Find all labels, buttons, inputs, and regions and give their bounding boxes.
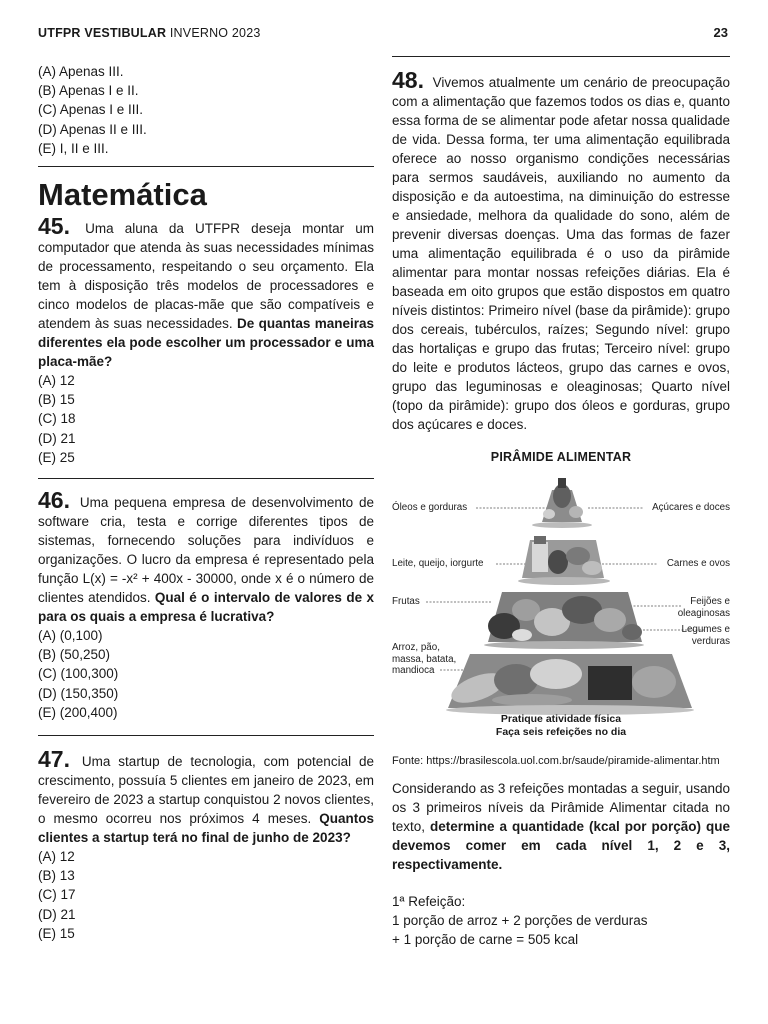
option: (C) Apenas I e III. — [38, 102, 144, 118]
question-text: Uma startup de tecnologia, com potencial de crescimento, possuía 5 clientes em janeiro de 2023, em fevereiro de 2023 a startup conquistou 2 novos clientes, o mesmo ocorreu nos próximos 4 meses. — [38, 754, 374, 827]
option: (B) (50,250) — [38, 647, 111, 663]
option: (B) 15 — [38, 392, 75, 408]
question-48 — [392, 67, 730, 950]
label-arroz: Arroz, pão, massa, batata, mandioca — [392, 642, 457, 676]
divider — [38, 478, 374, 479]
food-pyramid-figure — [392, 470, 730, 738]
label-leite: Leite, queijo, iorgurte — [392, 558, 484, 569]
left-column — [38, 60, 374, 943]
header-rest: INVERNO 2023 — [166, 26, 261, 40]
label-feijoes: Feijões e oleaginosas — [677, 596, 730, 619]
page-number: 23 — [713, 25, 728, 40]
divider — [392, 56, 730, 57]
question-prompt: Qual é o intervalo de valores de x para os quais a empresa é lucrativa? — [38, 590, 374, 625]
option: (A) (0,100) — [38, 628, 103, 644]
option: (A) 12 — [38, 849, 75, 865]
question-text: Considerando as 3 refeições montadas a seguir, usando os 3 primeiros níveis da Pirâmide Alimentar citada no texto, — [392, 781, 730, 834]
option: (D) 21 — [38, 430, 76, 446]
divider — [38, 166, 374, 167]
header-bold: UTFPR VESTIBULAR — [38, 26, 167, 40]
question-text: Vivemos atualmente um cenário de preocupação com a alimentação que fazemos todos os dias e, quanto essa forma de se alimentar pode afetar nossa qualidade de vida. Dessa forma, ter uma alimentação equilibrada oferece ao nosso organismo condições necessárias para sermos saudáveis, auxiliando no aumento da disposição e da autoestima, na diminuição do estresse e ansiedade, melhora da qualidade do sono, além de prevenir diversas doenças. Uma das formas de fazer uma alimentação equilibrada é o uso da pirâmide alimentar para montar nossas refeições diárias. Ela é baseada em oito grupos que estão dispostos em quatro níveis distintos: Primeiro nível (base da pirâmide): grupo dos cereais, tubérculos, raízes; Segundo nível: grupo das hortaliças e grupo das frutas; Terceiro nível: grupo do leite e produtos lácteos, grupo das carnes e ovos, grupo das leguminosas e oleaginosas; Quarto nível (topo da pirâmide): grupo dos óleos e gorduras, grupo dos açúcares e doces. — [392, 75, 730, 432]
question-prompt: Quantos clientes a startup terá no final de junho de 2023? — [38, 811, 374, 846]
question-text: Uma pequena empresa de desenvolvimento de software cria, testa e corrige diferentes tipos de sistemas, fornecendo soluções para indivíduos e organizações. O lucro da empresa é representado pela função L(x) = -x² + 400x - 30000, onde x é o número de clientes atendidos. — [38, 495, 374, 606]
option: (A) 12 — [38, 373, 75, 389]
meal-line: 1 porção de arroz + 2 porções de verduras — [392, 913, 648, 929]
label-legumes: Legumes e verduras — [681, 624, 730, 647]
question-prompt: De quantas maneiras diferentes ela pode escolher um processador e uma placa-mãe? — [38, 316, 374, 370]
question-47 — [38, 746, 374, 943]
option: (E) (200,400) — [38, 704, 118, 720]
option: (B) 13 — [38, 868, 75, 884]
question-number: 45. — [38, 213, 70, 240]
page-header — [38, 26, 261, 40]
label-carnes: Carnes e ovos — [666, 558, 730, 569]
label-acucares: Açúcares e doces — [652, 502, 730, 513]
option: (D) 21 — [38, 906, 76, 922]
figure-caption — [392, 713, 730, 739]
figure-source: Fonte: https://brasilescola.uol.com.br/saude/piramide-alimentar.htm — [392, 755, 720, 767]
option: (D) (150,350) — [38, 685, 119, 701]
option: (D) Apenas II e III. — [38, 121, 147, 137]
question-text: Uma aluna da UTFPR deseja montar um computador que atenda às suas necessidades mínimas de processamento, respeitando o seu orçamento. Ela tem à disposição três modelos de processadores e cinco modelos de placas-mãe que são compatíveis e atendem às suas necessidades. — [38, 221, 374, 332]
label-oleos: Óleos e gorduras — [392, 502, 468, 513]
figure-title: PIRÂMIDE ALIMENTAR — [490, 450, 632, 464]
question-45 — [38, 213, 374, 467]
option: (E) I, II e III. — [38, 140, 109, 156]
question-46 — [38, 487, 374, 722]
option: (E) 25 — [38, 449, 75, 465]
option: (B) Apenas I e II. — [38, 83, 139, 99]
option: (C) 18 — [38, 411, 76, 427]
option: (C) (100,300) — [38, 666, 119, 682]
question-number: 48. — [392, 67, 424, 93]
meal-line: + 1 porção de carne = 505 kcal — [392, 932, 579, 948]
question-prompt: determine a quantidade (kcal por porção) que devemos comer em cada nível 1, 2 e 3, respectivamente. — [392, 819, 730, 872]
divider — [38, 735, 374, 736]
previous-question-options — [38, 62, 374, 158]
option: (C) 17 — [38, 887, 76, 903]
option: (E) 15 — [38, 925, 75, 941]
right-column — [392, 56, 730, 950]
caption-line: Faça seis refeições no dia — [495, 726, 627, 738]
option: (A) Apenas III. — [38, 64, 124, 79]
question-number: 46. — [38, 487, 70, 514]
meal-title: 1ª Refeição: — [392, 894, 466, 909]
section-title: Matemática — [38, 177, 207, 213]
caption-line: Pratique atividade física — [500, 713, 622, 725]
question-number: 47. — [38, 746, 70, 773]
label-frutas: Frutas — [392, 596, 420, 607]
